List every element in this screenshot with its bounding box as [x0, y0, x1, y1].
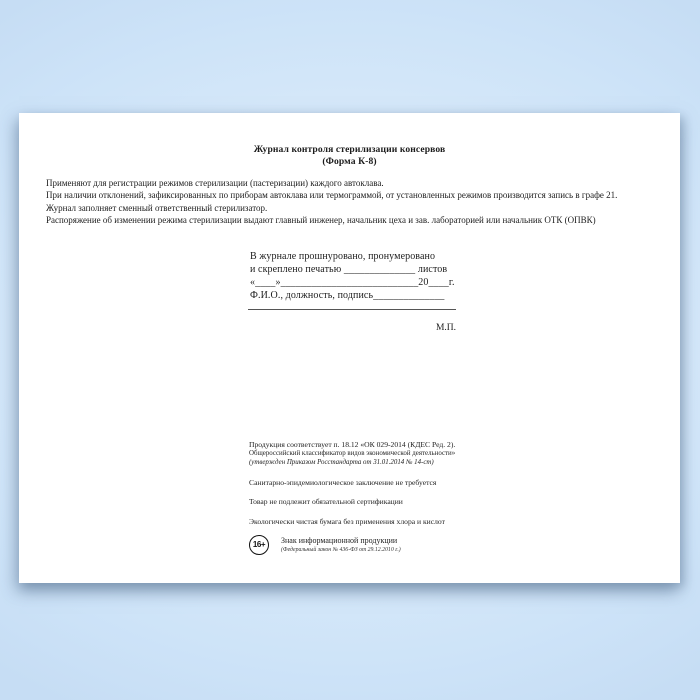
signature-divider-line: [248, 309, 456, 310]
age-rating-row: [249, 535, 509, 556]
document-form-number: (Форма К-8): [322, 155, 377, 167]
info-product-sign-label: Знак информационной продукции: [281, 535, 398, 545]
binding-statement-block: [250, 250, 460, 302]
product-classifier-line-1: Продукция соответствует п. 18.12 «ОК 029-2014 (КДЕС Ред. 2).: [249, 440, 456, 449]
document-page: [19, 113, 680, 583]
sanitary-statement: Санитарно-эпидемиологическое заключение не требуется: [249, 477, 437, 487]
binding-line-4-signature: Ф.И.О., должность, подпись______________: [250, 290, 445, 301]
binding-line-2: и скреплено печатью ______________ листов: [250, 264, 448, 275]
binding-line-1: В журнале прошнуровано, пронумеровано: [250, 251, 436, 262]
stamp-placeholder: М.П.: [435, 323, 456, 333]
info-product-sign-law: (Федеральный закон № 436-ФЗ от 29.12.2010 г.): [281, 547, 401, 553]
info-product-sign: [281, 535, 401, 556]
footer-block: [249, 440, 509, 555]
intro-line-1: Применяют для регистрации режимов стерилизации (пастеризации) каждого автоклава.: [46, 178, 384, 188]
intro-paragraph: [46, 177, 668, 226]
intro-line-3: Журнал заполняет сменный ответственный стерилизатор.: [46, 202, 268, 213]
intro-line-2: При наличии отклонений, зафиксированных по приборам автоклава или термограммой, от установленных режимов производится запись в графе 21.: [46, 190, 618, 201]
binding-line-3-date: «____»___________________________20____г.: [250, 277, 455, 288]
product-classifier-line-3: (утвержден Приказом Росстандарта от 31.01.2014 № 14-ст): [249, 459, 434, 466]
eco-paper-statement: Экологически чистая бумага без применения хлора и кислот: [249, 516, 445, 526]
document-title-block: [19, 144, 680, 167]
intro-line-4: Распоряжение об изменении режима стерилизации выдают главный инженер, начальник цеха и зав. лабораторией или начальник ОТК (ОПВК): [46, 214, 596, 225]
certification-statement: Товар не подлежит обязательной сертификации: [249, 497, 403, 506]
product-classifier-line-2: Общероссийский классификатор видов экономической деятельности»: [249, 450, 456, 457]
age-rating-icon: 16+: [249, 535, 269, 555]
document-title: Журнал контроля стерилизации консервов: [253, 144, 446, 155]
